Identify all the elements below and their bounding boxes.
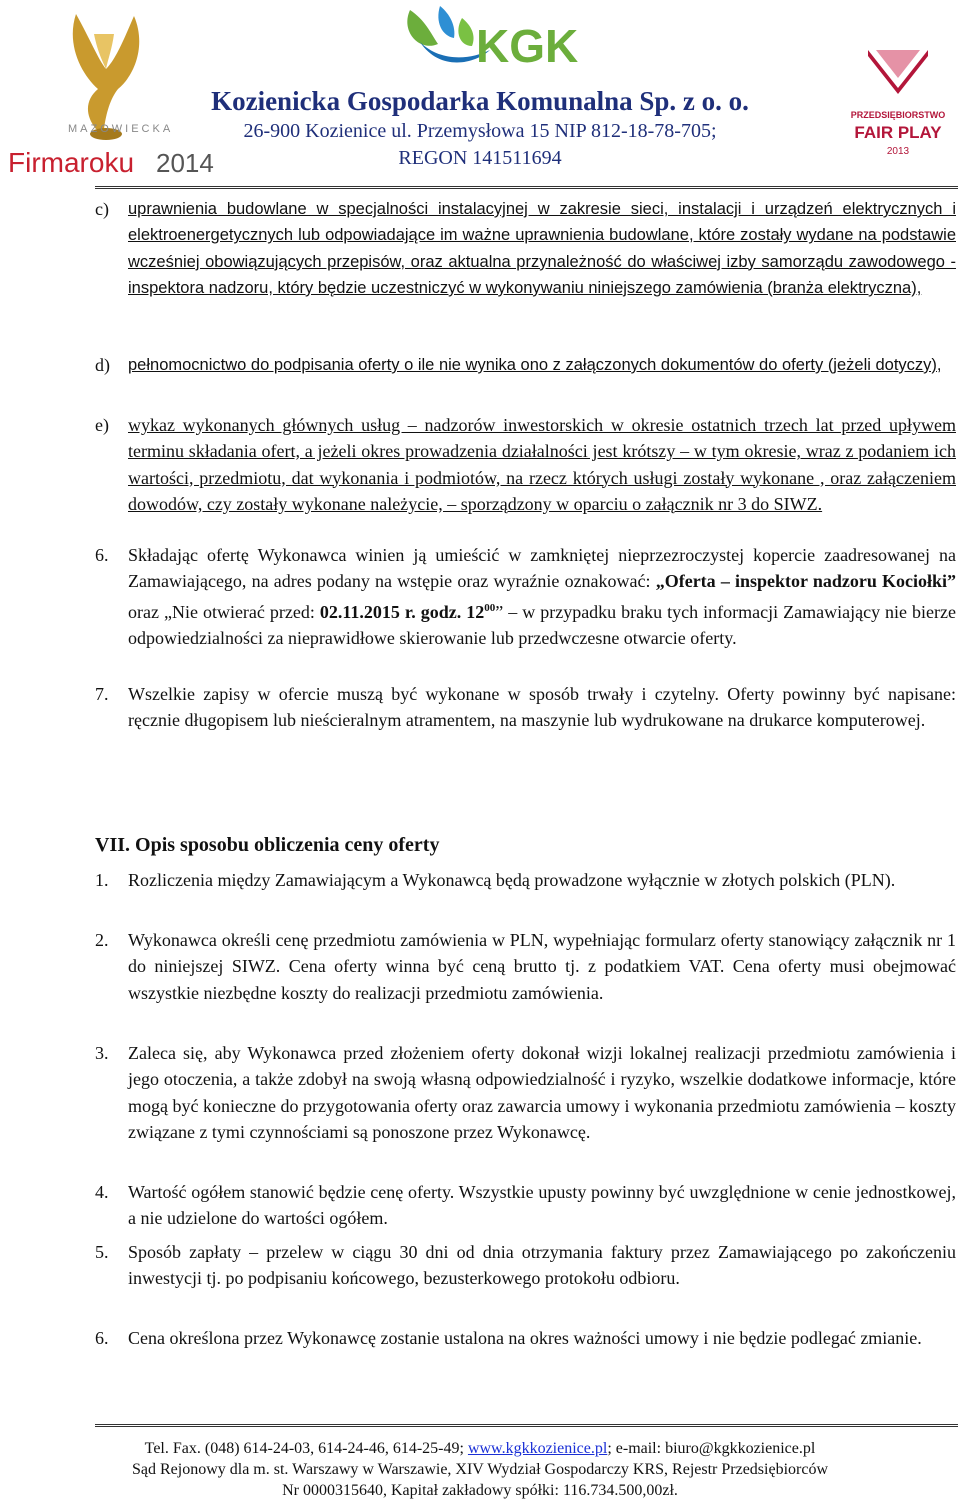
- item-3-label: 3.: [95, 1043, 109, 1063]
- item-4-text: Wartość ogółem stanowić będzie cenę oferty. Wszystkie upusty powinny być uwzględnione w cenie jednostkowej, a nie udzielone do wartości ogółem.: [128, 1182, 956, 1229]
- item-d-label: d): [95, 355, 110, 375]
- section-title: VII. Opis sposobu obliczenia ceny oferty: [95, 834, 440, 856]
- company-address: 26-900 Kozienice ul. Przemysłowa 15 NIP 812-18-78-705;: [243, 120, 717, 142]
- footer-divider: [95, 1424, 958, 1427]
- item-e-text: wykaz wykonanych głównych usług – nadzorów inwestorskich w okresie ostatnich trzech lat przed upływem terminu składania ofert, a jeżeli okres prowadzenia działalności jest krótszy – w tym okresie, wraz z podaniem ich wartości, przedmiotu, dat wykonania i podmiotów, na rzecz których usługi zostały wykonane , oraz załączeniem dowodów, czy zostały wykonane należycie, – sporządzony w oparciu o załącznik nr 3 do SIWZ.: [128, 415, 956, 514]
- fair-play-year: 2013: [886, 146, 910, 157]
- item-2-label: 2.: [95, 930, 109, 950]
- item-2-text: Wykonawca określi cenę przedmiotu zamówienia w PLN, wypełniając formularz oferty stanowiący załącznik nr 1 do niniejszej SIWZ. Cena oferty winna być ceną brutto tj. z podatkiem VAT. Cena oferty musi obejmować wszystkie niezbędne koszty do realizacji przedmiotu zamówienia.: [128, 930, 956, 1003]
- item-7-label: 7.: [95, 684, 109, 704]
- item-3-text: Zaleca się, aby Wykonawca przed złożeniem oferty dokonał wizji lokalnej realizacji przedmiotu zamówienia i jego otoczenia, a także zdobył na swoją własną odpowiedzialność i ryzyko, wszelkie dodatkowe informacje, które mogą być konieczne do przygotowania oferty oraz zawarcia umowy i wykonania przedmiotu zamówienia – koszty związane z tymi czynnościami są ponoszone przez Wykonawcę.: [128, 1043, 956, 1142]
- item-c-text: uprawnienia budowlane w specjalności instalacyjnej w zakresie sieci, instalacji i urządzeń elektrycznych i elektroenergetycznych lub odpowiadające im ważne uprawnienia budowlane, które zostały wydane na podstawie wcześniej obowiązujących przepisów, oraz aktualna przynależność do właściwej izby samorządu zawodowego - inspektora nadzoru, który będzie uczestniczyć w wykonywaniu niniejszego zamówienia (branża elektryczna),: [128, 200, 956, 297]
- page-header: [0, 0, 960, 190]
- item-6-bold-title: „Oferta – inspektor nadzoru Kociołki”: [655, 571, 957, 592]
- award-name-text: Firmaroku: [8, 147, 135, 178]
- header-divider: [95, 186, 958, 189]
- award-year-text: 2014: [156, 148, 214, 178]
- footer-capital: Nr 0000315640, Kapitał zakładowy spółki: 116.734.500,00zł.: [282, 1482, 678, 1499]
- item-6-label: 6.: [95, 545, 109, 565]
- website-link[interactable]: www.kgkkozienice.pl: [467, 1440, 608, 1457]
- item-c-label: c): [95, 199, 109, 219]
- item-e-label: e): [95, 415, 109, 435]
- item-5-text: Sposób zapłaty – przelew w ciągu 30 dni od dnia otrzymania faktury przez Zamawiającego po zakończeniu inwestycji tj. po podpisaniu końcowego, bezusterkowego protokołu odbioru.: [128, 1242, 956, 1289]
- company-regon: REGON 141511694: [398, 147, 562, 169]
- item-6-text: Składając ofertę Wykonawca winien ją umieścić w zamkniętej nieprzezroczystej kopercie zaadresowanej na Zamawiającego, na adres podany na wstępie oraz wyraźnie oznakować: „Oferta – inspektor nadzoru Kociołki” oraz „Nie otwierać przed: 02.11.2015 r. godz. $12^{00}$” – w przypadku braku tych informacji Zamawiający nie bierze odpowiedzialności za nieprawidłowe skierowanie lub przedwczesne otwarcie oferty.: [128, 545, 957, 648]
- item-6b-label: 6.: [95, 1328, 109, 1348]
- item-1-label: 1.: [95, 870, 109, 890]
- item-4-label: 4.: [95, 1182, 109, 1202]
- footer-court: Sąd Rejonowy dla m. st. Warszawy w Warszawie, XIV Wydział Gospodarczy KRS, Rejestr Przedsiębiorców: [131, 1461, 828, 1478]
- fair-play-line1: PRZEDSIĘBIORSTWO: [850, 110, 946, 120]
- company-name: Kozienicka Gospodarka Komunalna Sp. z o. o.: [211, 86, 749, 116]
- kgk-logo: [380, 2, 620, 90]
- kgk-logo-text: KGK: [476, 20, 579, 72]
- item-6b-text: Cena określona przez Wykonawcę zostanie ustalona na okres ważności umowy i nie będzie podlegać zmianie.: [128, 1328, 922, 1348]
- item-7-text: Wszelkie zapisy w ofercie muszą być wykonane w sposób trwały i czytelny. Oferty powinny być napisane: ręcznie długopisem lub nieścieralnym atramentem, na maszynie lub wydrukowane na drukarce komputerowej.: [128, 684, 956, 731]
- item-d-text: pełnomocnictwo do podpisania oferty o ile nie wynika ono z załączonych dokumentów do oferty (jeżeli dotyczy),: [128, 356, 942, 374]
- item-6-bold-date: 02.11.2015 r. godz. 12: [319, 601, 485, 622]
- fair-play-line2: FAIR PLAY: [854, 123, 942, 142]
- item-5-label: 5.: [95, 1242, 109, 1262]
- award-region-text: MAZOWIECKA: [68, 123, 174, 135]
- item-1-text: Rozliczenia między Zamawiającym a Wykonawcą będą prowadzone wyłącznie w złotych polskich (PLN).: [128, 870, 896, 890]
- footer-contact: Tel. Fax. (048) 614-24-03, 614-24-46, 614-25-49; www.kgkkozienice.pl; e-mail: biuro@kgkkozienice.pl: [144, 1440, 816, 1457]
